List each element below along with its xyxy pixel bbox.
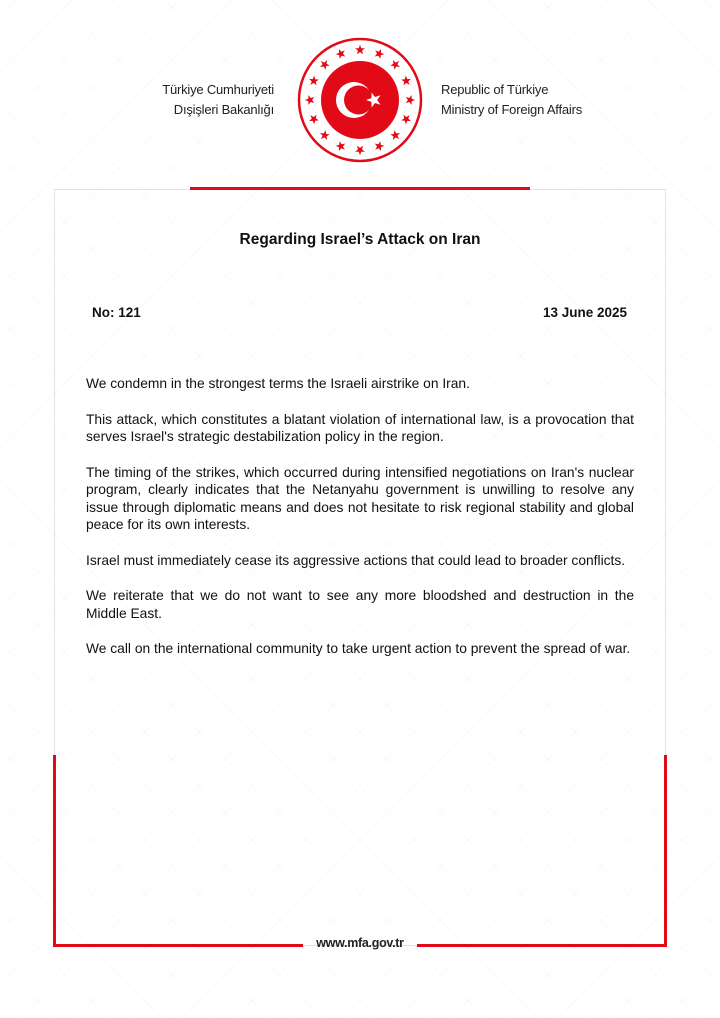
body-paragraph: We call on the international community to take urgent action to prevent the spread of war. [86,641,631,656]
emblem-star-icon [375,49,385,59]
footer-website-link[interactable]: www.mfa.gov.tr [316,936,404,950]
body-paragraph: Israel must immediately cease its aggressive actions that could lead to broader conflicts. [86,552,626,568]
emblem-star-icon [320,130,330,140]
document-date: 13 June 2025 [542,305,627,320]
ministry-name-turkish [74,80,274,120]
emblem-star-icon [406,95,415,105]
document-number: No: 121 [92,305,141,320]
emblem-star-icon [355,146,365,155]
emblem-star-icon [336,141,346,151]
emblem-star-icon [309,76,319,86]
ministry-name-english-line2: Ministry of Foreign Affairs [441,102,583,117]
emblem-star-icon [355,45,365,54]
body-paragraph: We condemn in the strongest terms the Israeli airstrike on Iran. [86,376,470,391]
emblem-star-icon [401,76,411,86]
emblem-star-icon [375,141,385,151]
emblem-star-icon [401,115,411,125]
ministry-name-turkish-line1: Türkiye Cumhuriyeti [162,82,274,97]
emblem-star-icon [390,60,400,70]
document-body [86,375,634,676]
body-paragraph: The timing of the strikes, which occurred during intensified negotiations on Iran's nuclear program, clearly indicates that the Netanyahu government is unwilling to resolve any issue through diplomatic means and does not hesitate to risk regional stability and global peace for its own interests. [86,464,634,532]
frame-left-accent-line [53,755,56,947]
frame-bottom-left-accent-line [53,944,303,947]
emblem-star-icon [309,115,319,125]
emblem-star-icon [320,60,330,70]
ministry-name-english-line1: Republic of Türkiye [441,82,549,97]
body-paragraph: We reiterate that we do not want to see any more bloodshed and destruction in the Middle East. [86,588,634,621]
frame-right-accent-line [664,755,667,947]
ministry-name-english [441,80,661,120]
frame-bottom-right-accent-line [417,944,667,947]
emblem-star-icon [305,95,314,105]
document-title: Regarding Israel’s Attack on Iran [239,231,481,248]
ministry-name-turkish-line2: Dışişleri Bakanlığı [173,102,274,117]
emblem-star-icon [390,130,400,140]
emblem-star-icon [336,49,346,59]
ministry-emblem-logo [297,37,423,163]
frame-top-accent-line [190,187,530,190]
body-paragraph: This attack, which constitutes a blatant violation of international law, is a provocation that serves Israel's strategic destabilization policy in the region. [86,411,634,444]
